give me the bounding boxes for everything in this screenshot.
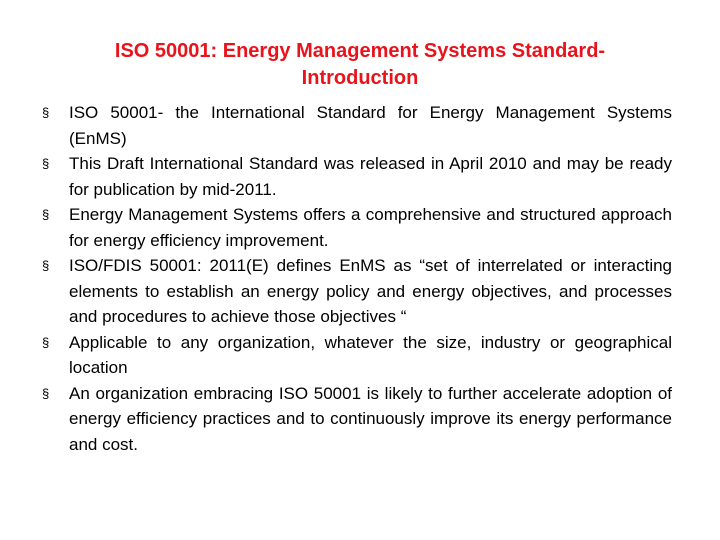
bullet-text: Applicable to any organization, whatever the size, industry or geographical location (69, 332, 672, 377)
bullet-marker-icon: § (42, 105, 50, 120)
bullet-item (42, 100, 672, 151)
bullet-list (42, 100, 672, 457)
bullet-text: ISO 50001- the International Standard for Energy Management Systems (EnMS) (69, 103, 672, 148)
bullet-marker-icon: § (42, 207, 50, 222)
bullet-item (42, 202, 672, 253)
slide-title-line-1: ISO 50001: Energy Management Systems Standard- (114, 40, 606, 62)
bullet-text: An organization embracing ISO 50001 is likely to further accelerate adoption of energy efficiency practices and to continuously improve its energy performance and cost. (69, 383, 672, 454)
bullet-marker-icon: § (42, 385, 50, 401)
bullet-text: This Draft International Standard was released in April 2010 and may be ready for publication by mid-2011. (69, 154, 672, 199)
slide-title (40, 38, 680, 92)
bullet-item (42, 381, 672, 458)
bullet-marker-icon: § (42, 156, 50, 171)
bullet-item (42, 330, 672, 381)
bullet-item (42, 151, 672, 202)
bullet-text: ISO/FDIS 50001: 2011(E) defines EnMS as “set of interrelated or interacting elements to establish an energy policy and energy objectives, and processes and procedures to achieve those objectives “ (69, 256, 672, 326)
slide-title-line-2: Introduction (301, 67, 419, 89)
bullet-marker-icon: § (42, 258, 50, 273)
bullet-item (42, 253, 672, 330)
bullet-marker-icon: § (42, 334, 50, 350)
bullet-text: Energy Management Systems offers a comprehensive and structured approach for energy efficiency improvement. (69, 205, 672, 250)
